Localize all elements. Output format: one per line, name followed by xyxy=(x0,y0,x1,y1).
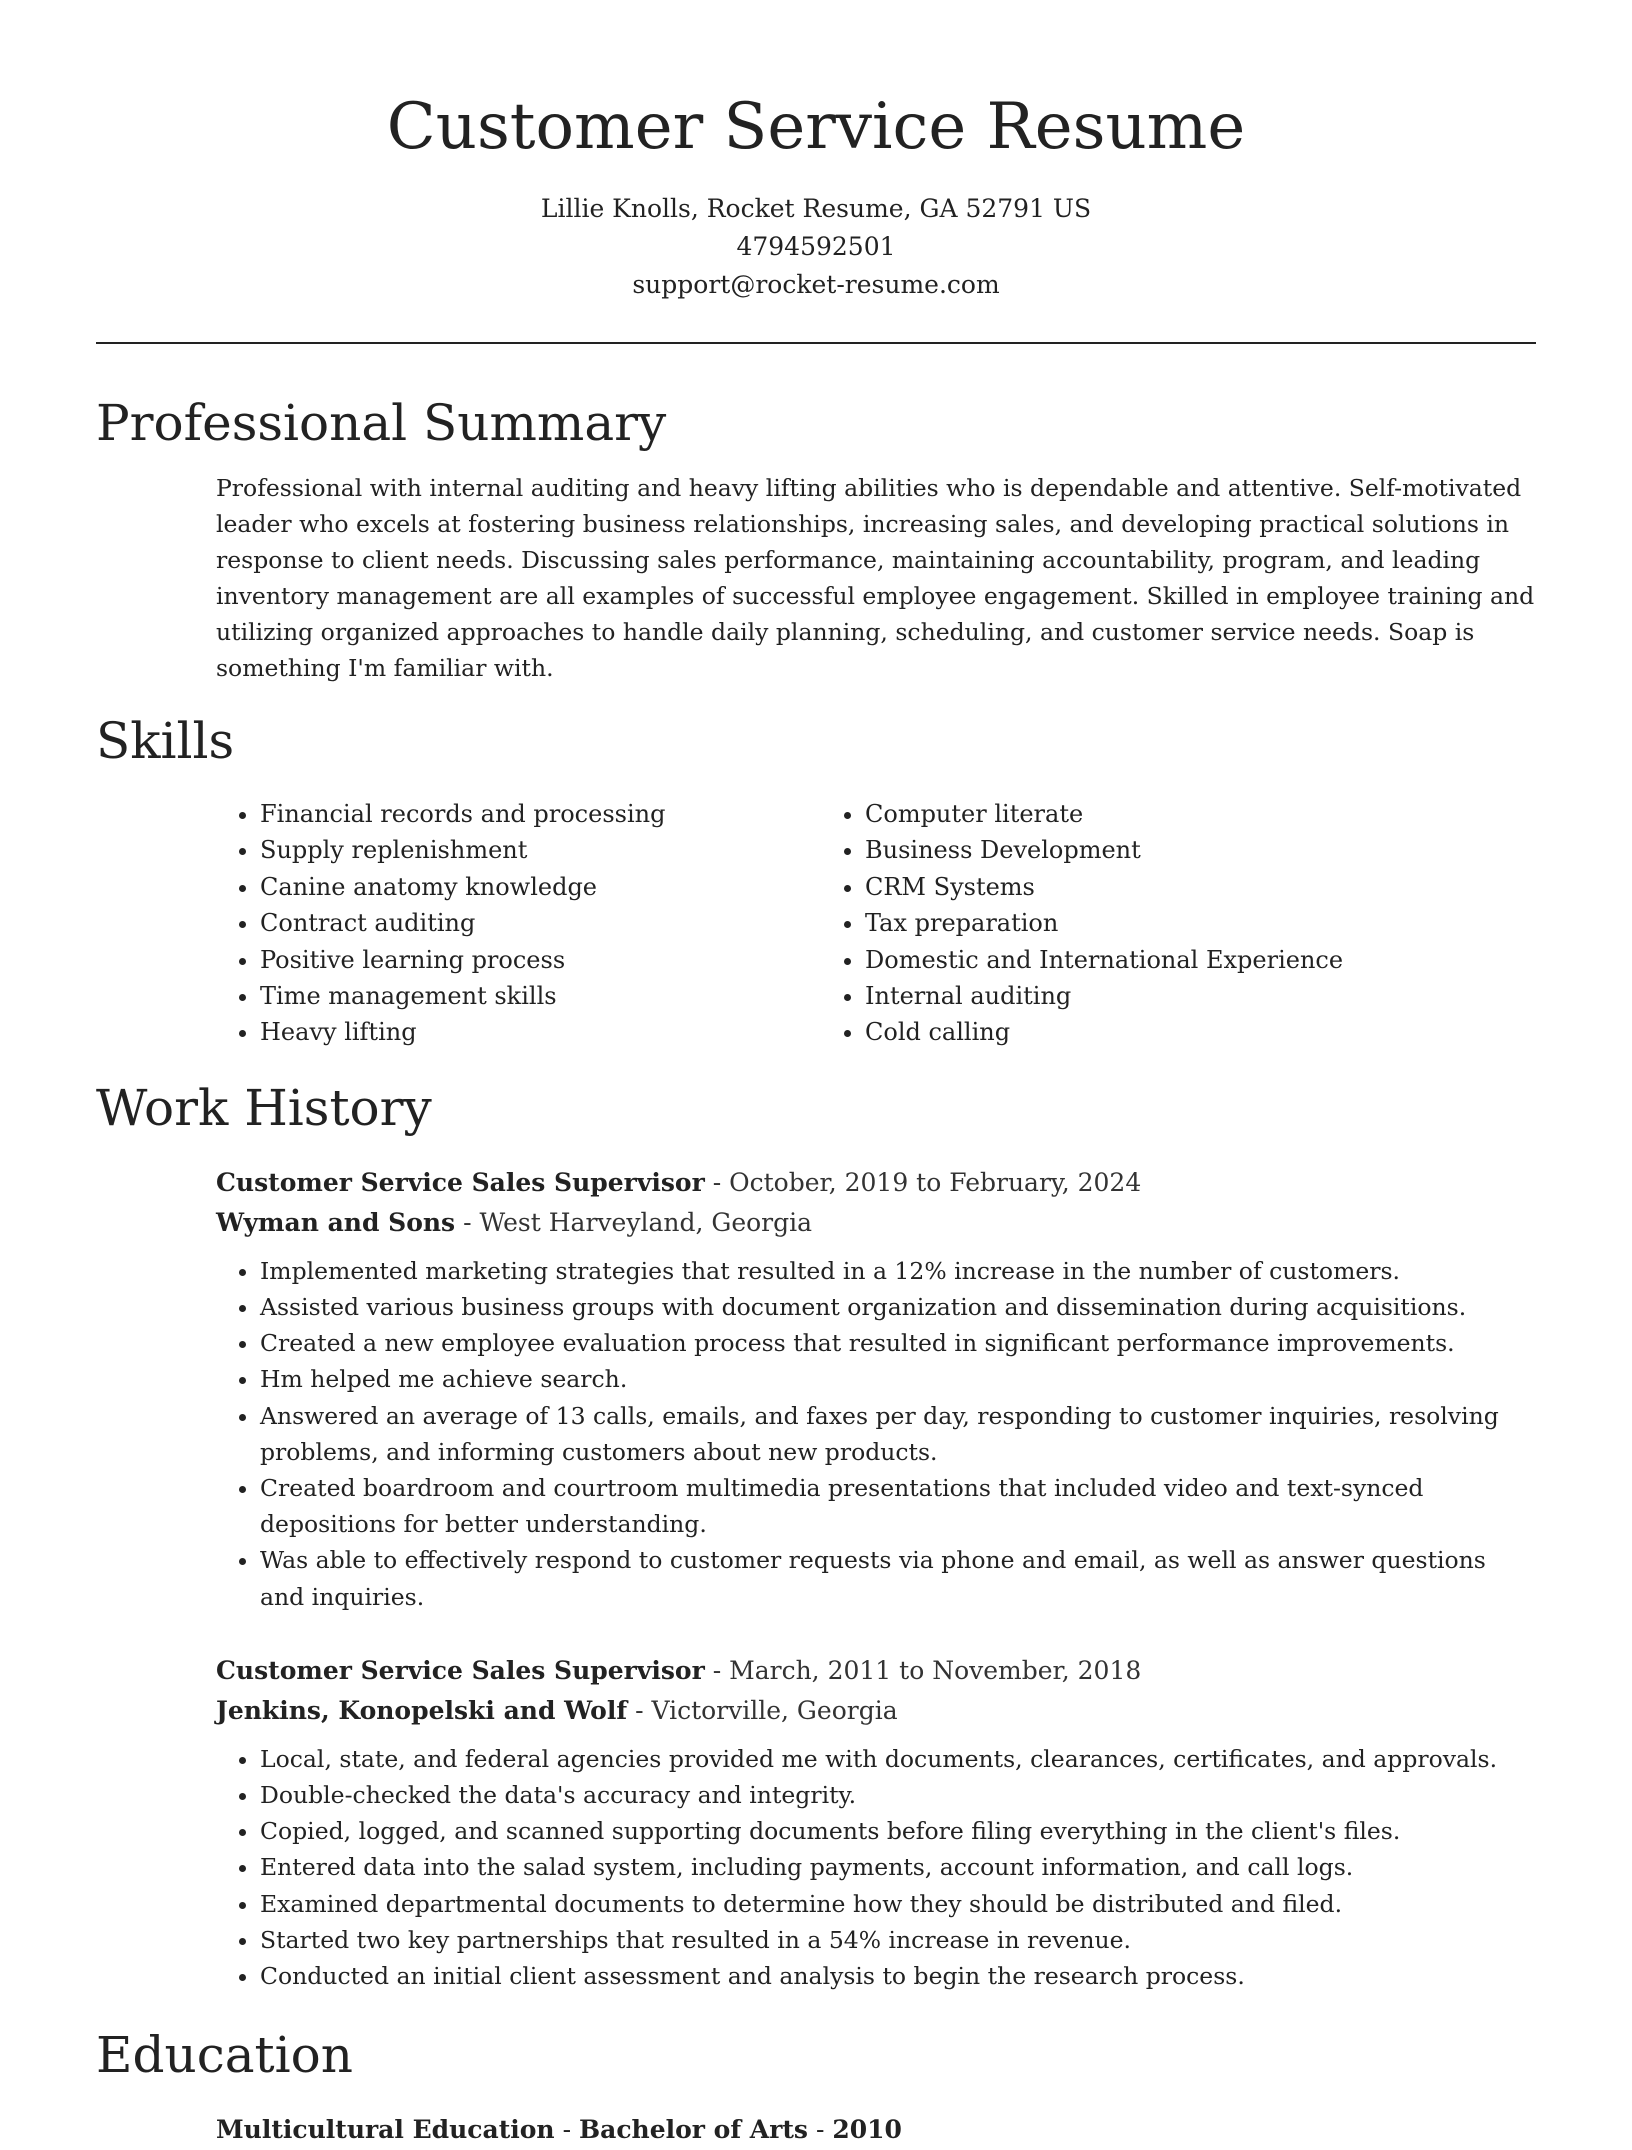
job-bullet: • Was able to effectively respond to customer requests via phone and email, as well as answer questions and inquiries. xyxy=(260,1542,1536,1614)
job-bullet: • Copied, logged, and scanned supporting documents before filing everything in the client's files. xyxy=(260,1813,1536,1849)
education-heading: Education xyxy=(96,2026,353,2085)
job-title: Customer Service Sales Supervisor xyxy=(216,1167,705,1197)
job-bullet: • Answered an average of 13 calls, emails, and faxes per day, responding to customer inquiries, resolving problems, and informing customers about new products. xyxy=(260,1398,1536,1470)
education-section xyxy=(96,2022,1536,2150)
summary-section xyxy=(96,390,1536,686)
resume-title: Customer Service Resume xyxy=(386,90,1246,164)
job-location: West Harveyland, Georgia xyxy=(479,1207,813,1237)
job-dates: March, 2011 to November, 2018 xyxy=(729,1655,1142,1685)
job-bullet: • Created boardroom and courtroom multimedia presentations that included video and text-synced depositions for better understanding. xyxy=(260,1470,1536,1542)
job-bullet: • Local, state, and federal agencies provided me with documents, clearances, certificates, and approvals. xyxy=(260,1741,1536,1777)
skills-heading: Skills xyxy=(96,712,235,770)
skills-section xyxy=(96,708,1536,1051)
separator: - xyxy=(635,1695,644,1725)
separator: - xyxy=(712,1167,722,1197)
job-entry xyxy=(216,1163,1536,1615)
skill-item: • Domestic and International Experience xyxy=(865,942,1343,978)
job-title: Customer Service Sales Supervisor xyxy=(216,1655,705,1685)
job-bullet: • Implemented marketing strategies that resulted in a 12% increase in the number of customers. xyxy=(260,1253,1536,1289)
job-company-line xyxy=(216,1691,1536,1731)
skills-list-right xyxy=(821,796,1343,1051)
job-title-line xyxy=(216,1651,1536,1691)
education-year: 2010 xyxy=(832,2115,902,2145)
skill-item: • Internal auditing xyxy=(865,978,1343,1014)
job-company: Jenkins, Konopelski and Wolf xyxy=(216,1695,628,1725)
work-history-section xyxy=(96,1075,1536,1994)
skill-item: • Business Development xyxy=(865,832,1343,868)
skill-item: • Canine anatomy knowledge xyxy=(260,869,821,905)
skills-columns xyxy=(216,796,1536,1051)
contact-address: Lillie Knolls, Rocket Resume, GA 52791 US xyxy=(540,194,1092,223)
education-degree: Bachelor of Arts xyxy=(578,2115,808,2145)
skill-item: • Positive learning process xyxy=(260,942,821,978)
skill-item: • Financial records and processing xyxy=(260,796,821,832)
work-history-heading: Work History xyxy=(96,1078,432,1137)
skill-item: • Heavy lifting xyxy=(260,1014,821,1050)
contact-email: support@rocket-resume.com xyxy=(632,270,1000,299)
summary-text: Professional with internal auditing and heavy lifting abilities who is dependable and attentive. Self-motivated leader who excels at fostering business relationships, increasing sales, and developing practical solutions in response to client needs. Discussing sales performance, maintaining accountability, program, and leading inventory management are all examples of successful employee engagement. Skilled in employee training and utilizing organized approaches to handle daily planning, scheduling, and customer service needs. Soap is something I'm familiar with. xyxy=(216,474,1535,682)
skill-item: • Supply replenishment xyxy=(260,832,821,868)
skill-item: • CRM Systems xyxy=(865,869,1343,905)
job-company-line xyxy=(216,1203,1536,1243)
job-bullet: • Started two key partnerships that resulted in a 54% increase in revenue. xyxy=(260,1922,1536,1958)
separator: - xyxy=(815,2115,825,2145)
job-bullet: • Double-checked the data's accuracy and integrity. xyxy=(260,1777,1536,1813)
job-bullet: • Entered data into the salad system, including payments, account information, and call logs. xyxy=(260,1849,1536,1885)
job-entry xyxy=(216,1651,1536,1994)
contact-phone: 4794592501 xyxy=(736,232,896,261)
job-bullet: • Hm helped me achieve search. xyxy=(260,1361,1536,1397)
skill-item: • Cold calling xyxy=(865,1014,1343,1050)
job-title-line xyxy=(216,1163,1536,1203)
skill-item: • Contract auditing xyxy=(260,905,821,941)
separator: - xyxy=(562,2115,572,2145)
skill-item: • Tax preparation xyxy=(865,905,1343,941)
job-location: Victorville, Georgia xyxy=(651,1695,898,1725)
job-bullet: • Assisted various business groups with document organization and dissemination during acquisitions. xyxy=(260,1289,1536,1325)
summary-heading: Professional Summary xyxy=(96,394,667,452)
job-bullet: • Examined departmental documents to determine how they should be distributed and filed. xyxy=(260,1886,1536,1922)
job-bullets xyxy=(216,1741,1536,1994)
job-company: Wyman and Sons xyxy=(216,1207,456,1237)
job-bullets xyxy=(216,1253,1536,1615)
skill-item: • Time management skills xyxy=(260,978,821,1014)
separator: - xyxy=(712,1655,722,1685)
education-field: Multicultural Education xyxy=(216,2115,555,2145)
job-dates: October, 2019 to February, 2024 xyxy=(729,1167,1142,1197)
header-divider xyxy=(96,342,1536,344)
skill-item: • Computer literate xyxy=(865,796,1343,832)
separator: - xyxy=(463,1207,472,1237)
education-entry xyxy=(216,2110,1536,2150)
skills-list-left xyxy=(216,796,821,1051)
contact-block xyxy=(96,190,1536,304)
job-bullet: • Created a new employee evaluation process that resulted in significant performance improvements. xyxy=(260,1325,1536,1361)
job-bullet: • Conducted an initial client assessment and analysis to begin the research process. xyxy=(260,1958,1536,1994)
resume-header xyxy=(96,0,1536,304)
